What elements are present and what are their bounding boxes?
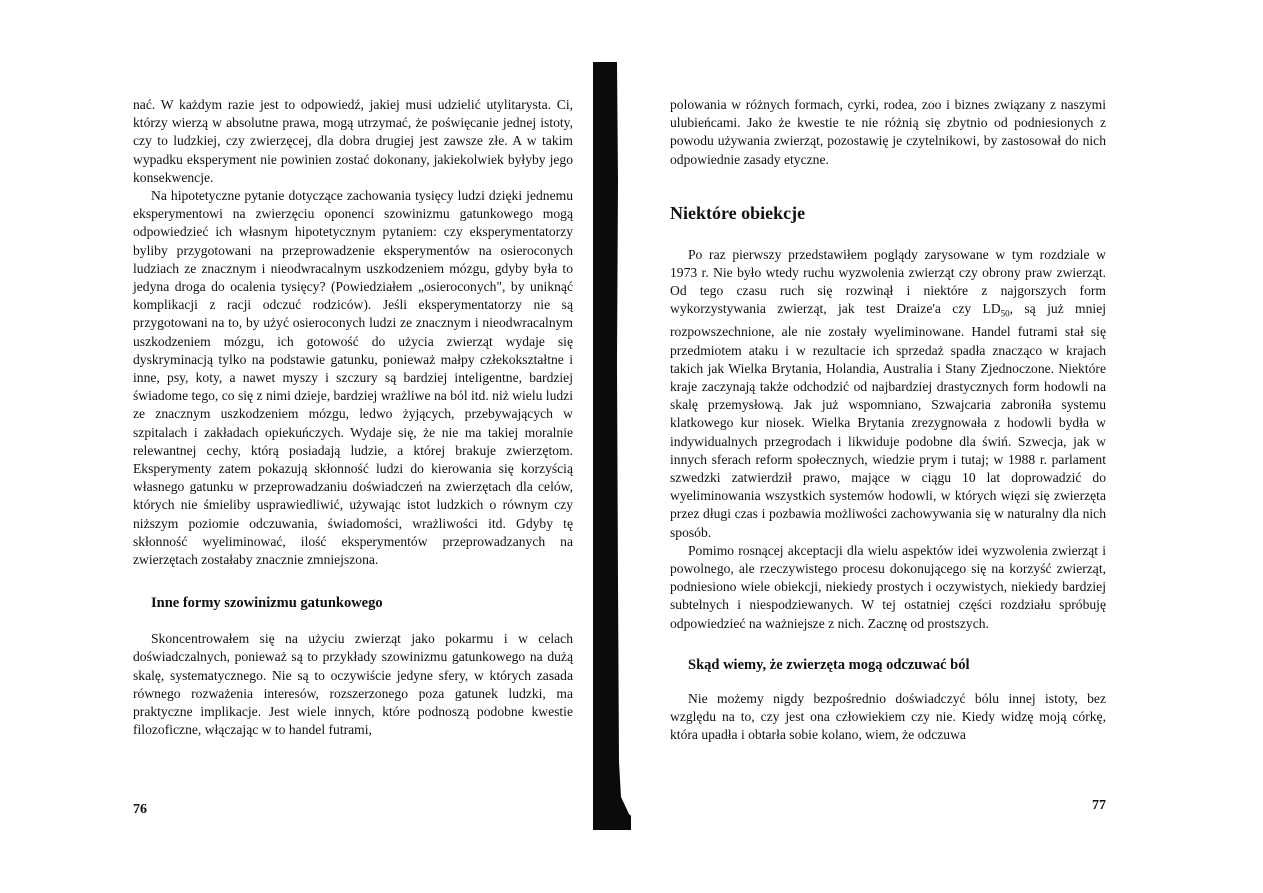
right-paragraph-2 — [670, 246, 1106, 542]
right-page-number: 77 — [1092, 798, 1106, 813]
left-page — [133, 96, 573, 740]
left-paragraph-1: nać. W każdym razie jest to odpowiedź, jakiej musi udzielić utylitarysta. Ci, którzy wierzą w absolutne prawa, mogą utrzymać, że poświęcanie jednej istoty, czy to ludzkiej, czy zwierzęcej, dla dobra drugiej jest zawsze złe. A w takim wypadku eksperyment nie powinien zostać dokonany, jakiekolwiek byłyby jego konsekwencje. — [133, 97, 573, 185]
right-section-heading: Niektóre obiekcje — [670, 202, 806, 223]
left-paragraph-2: Na hipotetyczne pytanie dotyczące zachowania tysięcy ludzi dzięki jednemu eksperymentowi na zwierzęciu oponenci szowinizmu gatunkowego mogą odpowiedzieć ich własnym hipotetycznym pytaniem: czy eksperymentatorzy byliby przygotowani na przeprowadzenie eksperymentów na osieroconych ludziach ze znacznym i nieodwracalnym uszkodzeniem mózgu, gdyby była to jedyna droga do ocalenia tysięcy? (Powiedziałem „osieroconych", by uniknąć komplikacji z racji odczuć rodziców). Jeśli eksperymentatorzy nie są przygotowani na to, by użyć osieroconych ludzi ze znacznym i nieodwracalnym uszkodzeniem mózgu, ich gotowość do użycia zwierząt wydaje się dyskryminacją tylko na podstawie gatunku, ponieważ małpy człekokształtne i inne, psy, koty, a nawet myszy i szczury są bardziej inteligentne, bardziej świadome tego, co się z nimi dzieje, bardziej wrażliwe na ból itd. niż wielu ludzi ze znacznym uszkodzeniem mózgu, ledwo żyjących, przebywających w szpitalach i zakładach opiekuńczych. Wydaje się, że nie ma takiej moralnie relewantnej cechy, którą posiadają ludzie, a której brakuje zwierzętom. Eksperymenty zatem pokazują skłonność ludzi do kierowania się korzyścią własnego gatunku w przeprowadzaniu doświadczeń na zwierzętach dla celów, których nie śmieliby usprawiedliwić, używając istot ludzkich o równym czy niższym poziomie odczuwania, świadomości, wrażliwości itd. Gdyby tę skłonność wyeliminować, ilość eksperymentów przeprowadzanych na zwierzętach zostałaby znacznie zmniejszona. — [133, 188, 573, 568]
left-section-heading: Inne formy szowinizmu gatunkowego — [151, 595, 383, 612]
right-paragraph-3: Pomimo rosnącej akceptacji dla wielu aspektów idei wyzwolenia zwierząt i powolnego, ale rzeczywistego procesu dokonującego się na korzyść zwierząt, podniesiono wiele obiekcji, niekiedy prostych i oczywistych, niekiedy bardziej subtelnych i niespodziewanych. W tej ostatniej części rozdziału spróbuję odpowiedzieć na ważniejsze z nich. Zacznę od prostszych. — [670, 542, 1106, 631]
right-page — [670, 96, 1106, 744]
right-paragraph-4: Nie możemy nigdy bezpośrednio doświadczyć bólu innej istoty, bez względu na to, czy jest ona człowiekiem czy nie. Kiedy widzę moją córkę, która upadła i obtarła sobie kolano, wiem, że odczuwa — [670, 690, 1106, 743]
right-paragraph-2-part-a: Po raz pierwszy przedstawiłem poglądy zarysowane w tym rozdziale w 1973 r. Nie było wtedy ruchu wyzwolenia zwierząt czy obrony praw zwierząt. Od tego czasu ruch się rozwinął i niektóre z najgorszych form wykorzystywania zwierząt, jak test Draize'a czy LD — [670, 246, 1106, 317]
left-paragraph-3: Skoncentrowałem się na użyciu zwierząt jako pokarmu i w celach doświadczalnych, ponieważ są to przykłady szowinizmu gatunkowego na dużą skalę, systematycznego. Nie są to oczywiście jedyne sfery, w których zasada równego rozważenia interesów, rozszerzonego poza gatunek ludzki, ma praktyczne implikacje. Jest wiele innych, które podnoszą podobne kwestie filozoficzne, włączając w to handel futrami, — [133, 631, 573, 738]
ld-subscript: 50 — [1000, 309, 1010, 320]
right-paragraph-1: polowania w różnych formach, cyrki, rodea, zoo i biznes związany z naszymi ulubieńcami. Jako że kwestie te nie różnią się zbytnio od podniesionych z powodu używania zwierząt, pozostawię je czytelnikowi, by zastosował do nich odpowiednie zasady etyczne. — [670, 97, 1106, 167]
right-subheading: Skąd wiemy, że zwierzęta mogą odczuwać ból — [688, 656, 970, 673]
book-gutter — [591, 62, 631, 832]
left-page-number: 76 — [133, 802, 147, 817]
right-paragraph-2-part-b: , są już mniej rozpowszechnione, ale nie zostały wyeliminowane. Handel futrami stał się przedmiotem ataku i w rezultacie ich sprzedaż spadła znacząco w krajach takich jak Wielka Brytania, Holandia, Australia i Stany Zjednoczone. Niektóre kraje zaczynają także odchodzić od najbardziej drastycznych form hodowli na skalę przemysłową. Jak już wspomniano, Szwajcaria zabroniła systemu klatkowego kur niosek. Wielka Brytania zrezygnowała z hodowli bydła w indywidualnych przegrodach i likwiduje podobne dla świń. Szwecja, jak w innych sferach reform społecznych, wiedzie prym i tutaj; w 1988 r. parlament szwedzki zatwierdził prawo, mające w ciągu 10 lat doprowadzić do wyeliminowania wszystkich systemów hodowli, w których więzi się zwierzęta przez długi czas i pozbawia możliwości zachowywania się w naturalny dla nich sposób. — [670, 301, 1106, 540]
